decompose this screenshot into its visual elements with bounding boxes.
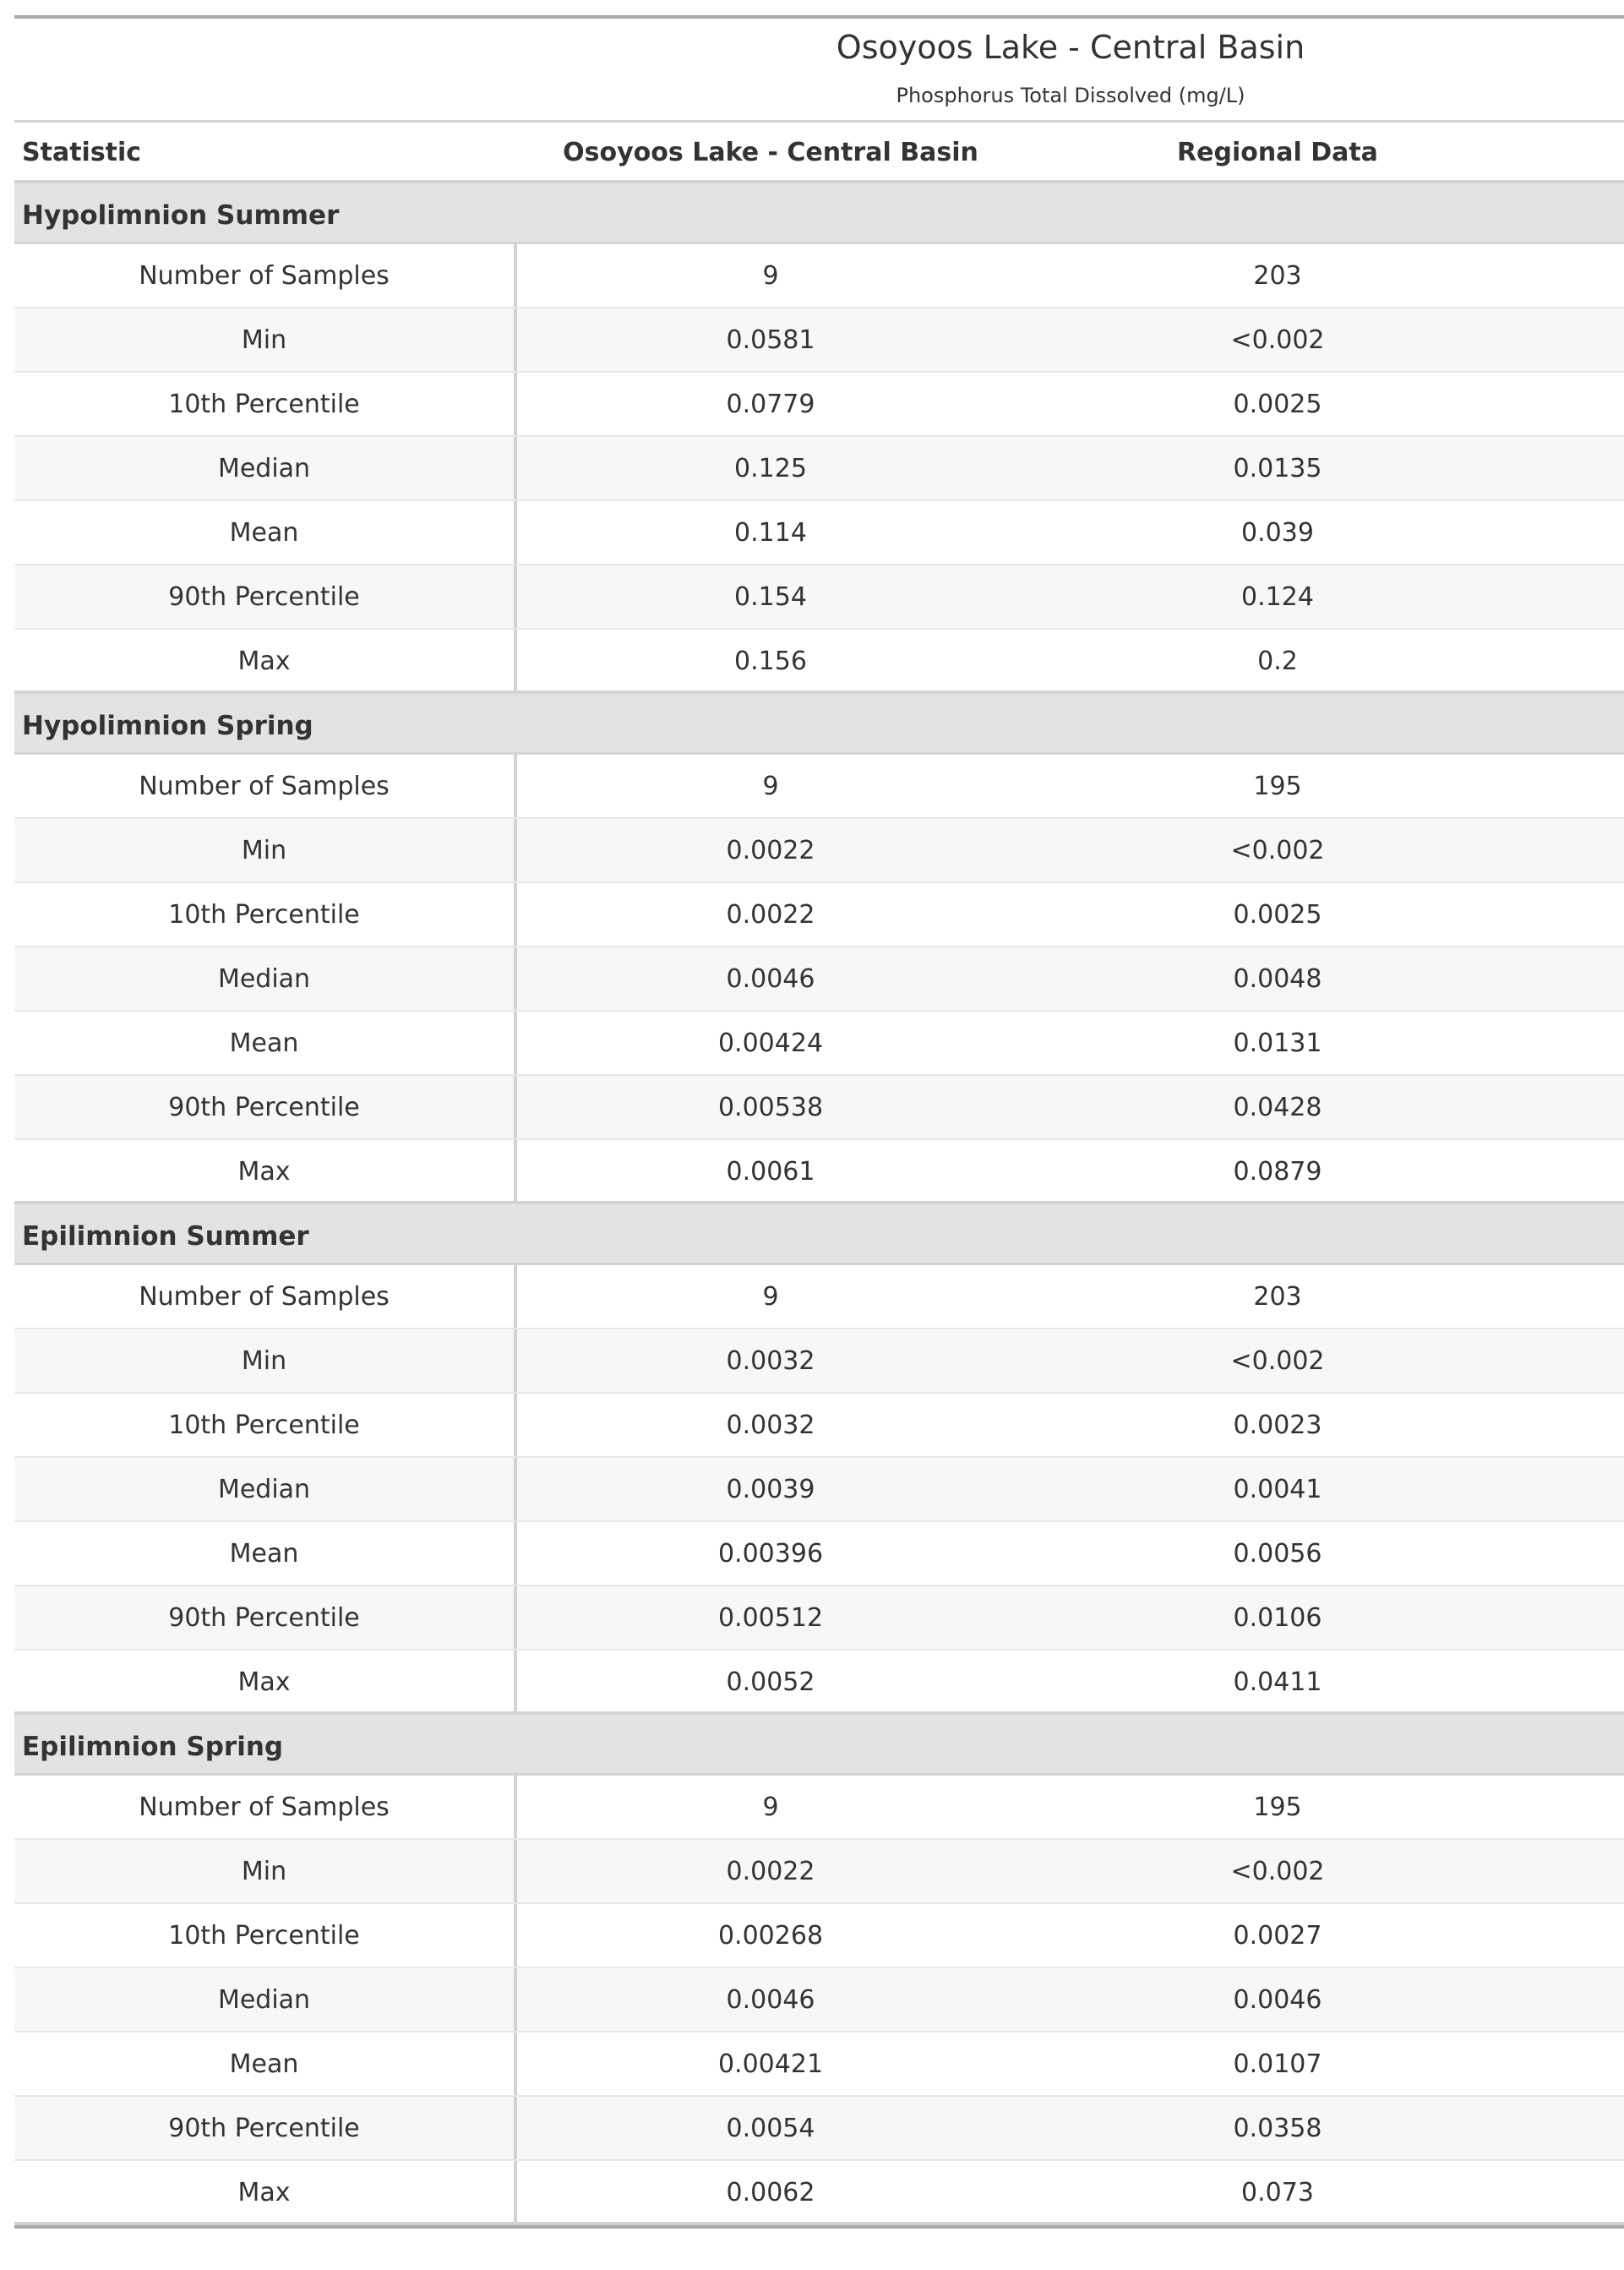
table-row [14,373,1624,437]
regional-value-cell: 0.0048 [1233,964,1322,994]
site-value-cell: 0.0022 [726,836,815,865]
site-value-cell: 0.0032 [726,1346,815,1376]
site-value-cell: 0.0039 [726,1475,815,1504]
table-row [14,819,1624,883]
site-value-cell: 0.00268 [717,1921,824,1951]
site-value-cell: 0.156 [734,647,807,676]
regional-value-cell: 0.2 [1257,647,1298,676]
regional-value-cell: 0.0025 [1233,900,1322,930]
site-value-cell: 0.00538 [717,1093,824,1122]
statistic-cell: Max [14,2161,517,2222]
regional-value-cell: 0.124 [1241,582,1314,612]
statistic-cell: Min [14,308,517,371]
regional-value-cell: 0.0041 [1233,1475,1322,1504]
site-value-cell: 0.114 [734,518,807,548]
group-header: Hypolimnion Summer [14,183,1624,244]
statistic-cell: 10th Percentile [14,883,517,946]
statistic-cell: Median [14,1458,517,1520]
statistic-cell: 90th Percentile [14,1076,517,1138]
site-value-cell: 0.0061 [726,1157,815,1187]
statistic-cell: Max [14,1651,517,1711]
regional-value-cell: 203 [1253,261,1302,291]
statistic-cell: Min [14,1329,517,1392]
table-row [14,1012,1624,1076]
statistic-cell: 10th Percentile [14,1904,517,1967]
statistic-cell: Number of Samples [14,755,517,817]
statistic-cell: Mean [14,501,517,564]
statistic-cell: 90th Percentile [14,2097,517,2159]
group-header: Epilimnion Spring [14,1715,1624,1776]
statistic-cell: Mean [14,1522,517,1585]
table-row [14,565,1624,630]
regional-value-cell: 0.0107 [1233,2049,1322,2079]
regional-value-cell: 0.0027 [1233,1921,1322,1951]
table-row [14,1840,1624,1904]
table-row [14,2097,1624,2161]
statistic-cell: Max [14,630,517,690]
table-row [14,1522,1624,1586]
site-value-cell: 0.0046 [726,964,815,994]
table-row [14,1076,1624,1140]
bottom-rule [14,2225,1624,2229]
table-row [14,1458,1624,1522]
statistic-cell: Median [14,437,517,499]
table-row [14,1776,1624,1840]
regional-value-cell: 195 [1253,772,1302,801]
table-row [14,630,1624,694]
regional-value-cell: 0.0358 [1233,2114,1322,2143]
statistic-cell: 90th Percentile [14,565,517,628]
regional-value-cell: 0.073 [1241,2178,1314,2207]
site-value-cell: 0.0054 [726,2114,815,2143]
site-value-cell: 0.00424 [717,1029,824,1058]
statistic-cell: Mean [14,1012,517,1074]
group-header: Hypolimnion Spring [14,694,1624,755]
table-row [14,755,1624,819]
table-row [14,2033,1624,2097]
title-block [14,19,1624,120]
site-value-cell: 0.0062 [726,2178,815,2207]
statistic-cell: 10th Percentile [14,373,517,435]
table-body [14,183,1624,2229]
statistic-cell: 10th Percentile [14,1394,517,1456]
table-row [14,1394,1624,1458]
regional-value-cell: <0.002 [1230,325,1325,355]
group-header: Epilimnion Summer [14,1204,1624,1265]
column-header-statistic: Statistic [22,138,142,167]
regional-value-cell: <0.002 [1230,1857,1325,1886]
regional-value-cell: 203 [1253,1282,1302,1312]
table-row [14,501,1624,565]
table-row [14,1140,1624,1204]
regional-value-cell: 0.039 [1241,518,1314,548]
statistic-cell: Number of Samples [14,244,517,307]
regional-value-cell: <0.002 [1230,1346,1325,1376]
regional-value-cell: 0.0411 [1233,1667,1322,1697]
table-row [14,308,1624,373]
regional-value-cell: 0.0056 [1233,1539,1322,1569]
site-value-cell: 0.0022 [726,900,815,930]
statistic-cell: Number of Samples [14,1776,517,1838]
regional-value-cell: 0.0879 [1233,1157,1322,1187]
column-header-row [14,123,1624,180]
regional-value-cell: 195 [1253,1793,1302,1822]
regional-value-cell: 0.0046 [1233,1985,1322,2015]
table-row [14,2161,1624,2225]
site-value-cell: 0.125 [734,454,807,483]
table-row [14,1265,1624,1329]
statistic-cell: Mean [14,2033,517,2095]
statistic-cell: Min [14,819,517,881]
table-row [14,1651,1624,1715]
site-value-cell: 0.154 [734,582,807,612]
site-value-cell: 0.00396 [717,1539,824,1569]
site-value-cell: 9 [762,261,779,291]
regional-value-cell: 0.0023 [1233,1411,1322,1440]
site-value-cell: 0.0779 [726,390,815,419]
regional-value-cell: 0.0131 [1233,1029,1322,1058]
site-value-cell: 9 [762,772,779,801]
site-value-cell: 0.0046 [726,1985,815,2015]
regional-value-cell: 0.0135 [1233,454,1322,483]
statistic-cell: Min [14,1840,517,1902]
table-row [14,1329,1624,1394]
column-header-regional: Regional Data [1177,138,1378,167]
site-value-cell: 0.0032 [726,1411,815,1440]
regional-value-cell: 0.0428 [1233,1093,1322,1122]
site-value-cell: 0.0581 [726,325,815,355]
statistic-cell: Median [14,1968,517,2031]
site-value-cell: 0.0022 [726,1857,815,1886]
table-row [14,244,1624,308]
regional-value-cell: 0.0106 [1233,1603,1322,1633]
table-row [14,1968,1624,2033]
site-value-cell: 0.00512 [717,1603,824,1633]
site-value-cell: 9 [762,1282,779,1312]
table-subtitle: Phosphorus Total Dissolved (mg/L) [896,84,1245,107]
table-row [14,1586,1624,1651]
regional-value-cell: 0.0025 [1233,390,1322,419]
site-value-cell: 0.0052 [726,1667,815,1697]
table-row [14,947,1624,1012]
statistic-cell: Max [14,1140,517,1201]
statistic-cell: Median [14,947,517,1010]
table-row [14,883,1624,947]
site-value-cell: 0.00421 [717,2049,824,2079]
table-title: Osoyoos Lake - Central Basin [836,29,1305,66]
table-row [14,1904,1624,1968]
site-value-cell: 9 [762,1793,779,1822]
table-row [14,437,1624,501]
statistic-cell: 90th Percentile [14,1586,517,1649]
statistic-cell: Number of Samples [14,1265,517,1328]
regional-value-cell: <0.002 [1230,836,1325,865]
column-header-site: Osoyoos Lake - Central Basin [563,138,978,167]
